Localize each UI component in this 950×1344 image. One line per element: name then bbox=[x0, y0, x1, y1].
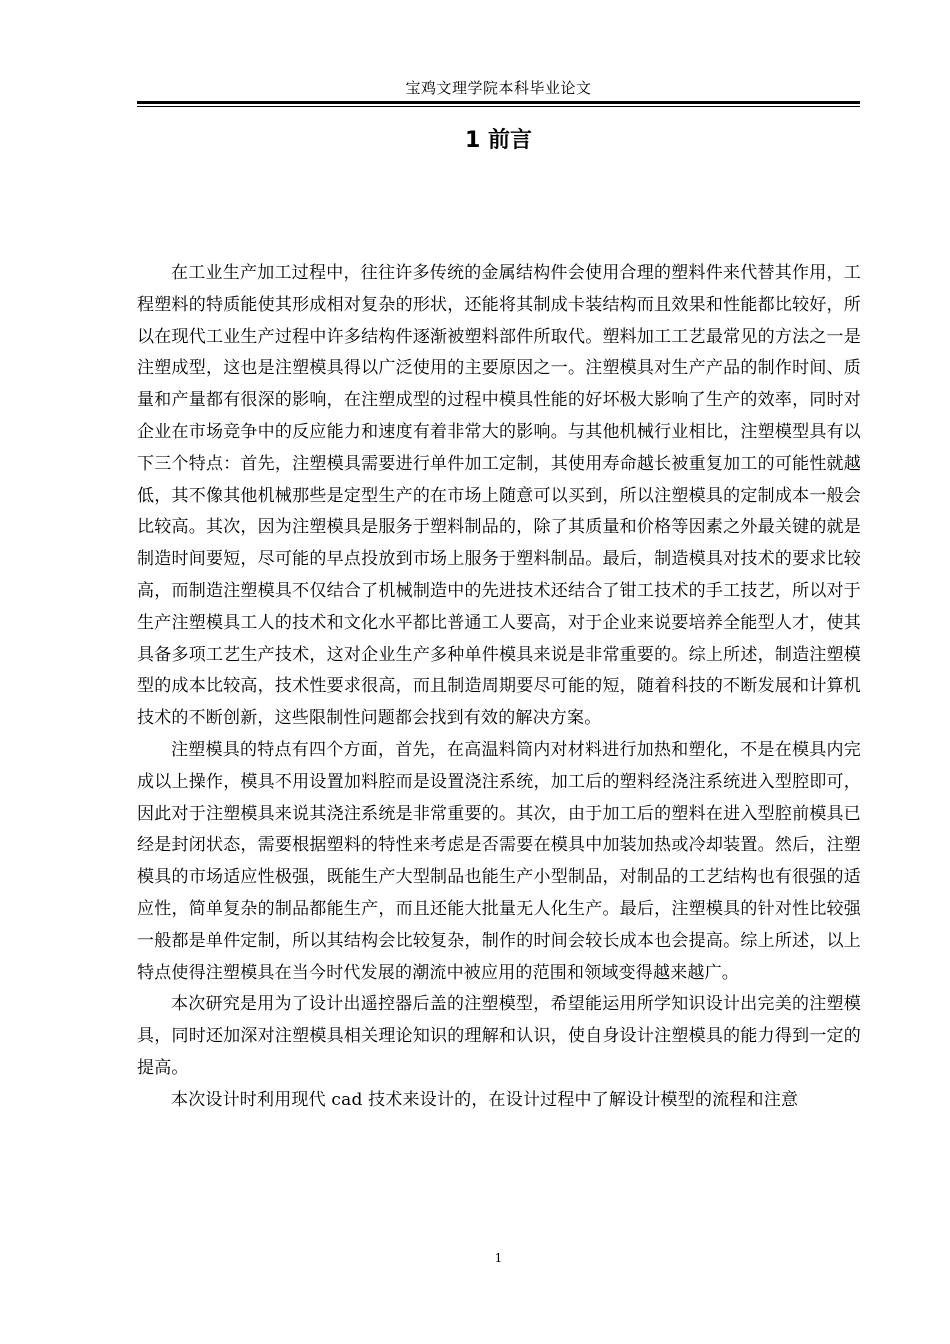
chapter-title: 1 前言 bbox=[465, 128, 532, 153]
paragraph-2: 注塑模具的特点有四个方面，首先，在高温料筒内对材料进行加热和塑化，不是在模具内完成以上操作，模具不用设置加料腔而是设置浇注系统，加工后的塑料经浇注系统进入型腔即可，因此对于注塑模具来说其浇注系统是非常重要的。其次，由于加工后的塑料在进入型腔前模具已经是封闭状态，需要根据塑料的特性来考虑是否需要在模具中加装加热或冷却装置。然后，注塑模具的市场适应性极强，既能生产大型制品也能生产小型制品，对制品的工艺结构也有很强的适应性，简单复杂的制品都能生产，而且还能大批量无人化生产。最后，注塑模具的针对性比较强一般都是单件定制，所以其结构会比较复杂，制作的时间会较长成本也会提高。综上所述，以上特点使得注塑模具在当今时代发展的潮流中被应用的范围和领域变得越来越广。 bbox=[137, 739, 861, 983]
header-rule-thick bbox=[137, 101, 860, 104]
page-number: 1 bbox=[494, 1251, 503, 1265]
header-rule-thin bbox=[137, 106, 860, 107]
paragraph-3: 本次研究是用为了设计出遥控器后盖的注塑模型，希望能运用所学知识设计出完美的注塑模具，同时还加深对注塑模具相关理论知识的理解和认识，使自身设计注塑模具的能力得到一定的提高。 bbox=[137, 994, 861, 1078]
paragraph-4: 本次设计时利用现代 cad 技术来设计的，在设计过程中了解设计模型的流程和注意 bbox=[171, 1089, 799, 1110]
paragraph-1: 在工业生产加工过程中，往往许多传统的金属结构件会使用合理的塑料件来代替其作用，工程塑料的特质能使其形成相对复杂的形状，还能将其制成卡装结构而且效果和性能都比较好，所以在现代工业生产过程中许多结构件逐渐被塑料部件所取代。塑料加工工艺最常见的方法之一是注塑成型，这也是注塑模具得以广泛使用的主要原因之一。注塑模具对生产产品的制作时间、质量和产量都有很深的影响，在注塑成型的过程中模具性能的好坏极大影响了生产的效率，同时对企业在市场竞争中的反应能力和速度有着非常大的影响。与其他机械行业相比，注塑模型具有以下三个特点：首先，注塑模具需要进行单件加工定制，其使用寿命越长被重复加工的可能性就越低，其不像其他机械那些是定型生产的在市场上随意可以买到，所以注塑模具的定制成本一般会比较高。其次，因为注塑模具是服务于塑料制品的，除了其质量和价格等因素之外最关键的就是制造时间要短，尽可能的早点投放到市场上服务于塑料制品。最后，制造模具对技术的要求比较高，而制造注塑模具不仅结合了机械制造中的先进技术还结合了钳工技术的手工技艺，所以对于生产注塑模具工人的技术和文化水平都比普通工人要高，对于企业来说要培养全能型人才，使其具备多项工艺生产技术，这对企业生产多种单件模具来说是非常重要的。综上所述，制造注塑模型的成本比较高，技术性要求很高，而且制造周期要尽可能的短，随着科技的不断发展和计算机技术的不断创新，这些限制性问题都会找到有效的解决方案。 bbox=[137, 263, 861, 729]
running-header: 宝鸡文理学院本科毕业论文 bbox=[405, 79, 592, 97]
body-text bbox=[137, 258, 861, 1117]
